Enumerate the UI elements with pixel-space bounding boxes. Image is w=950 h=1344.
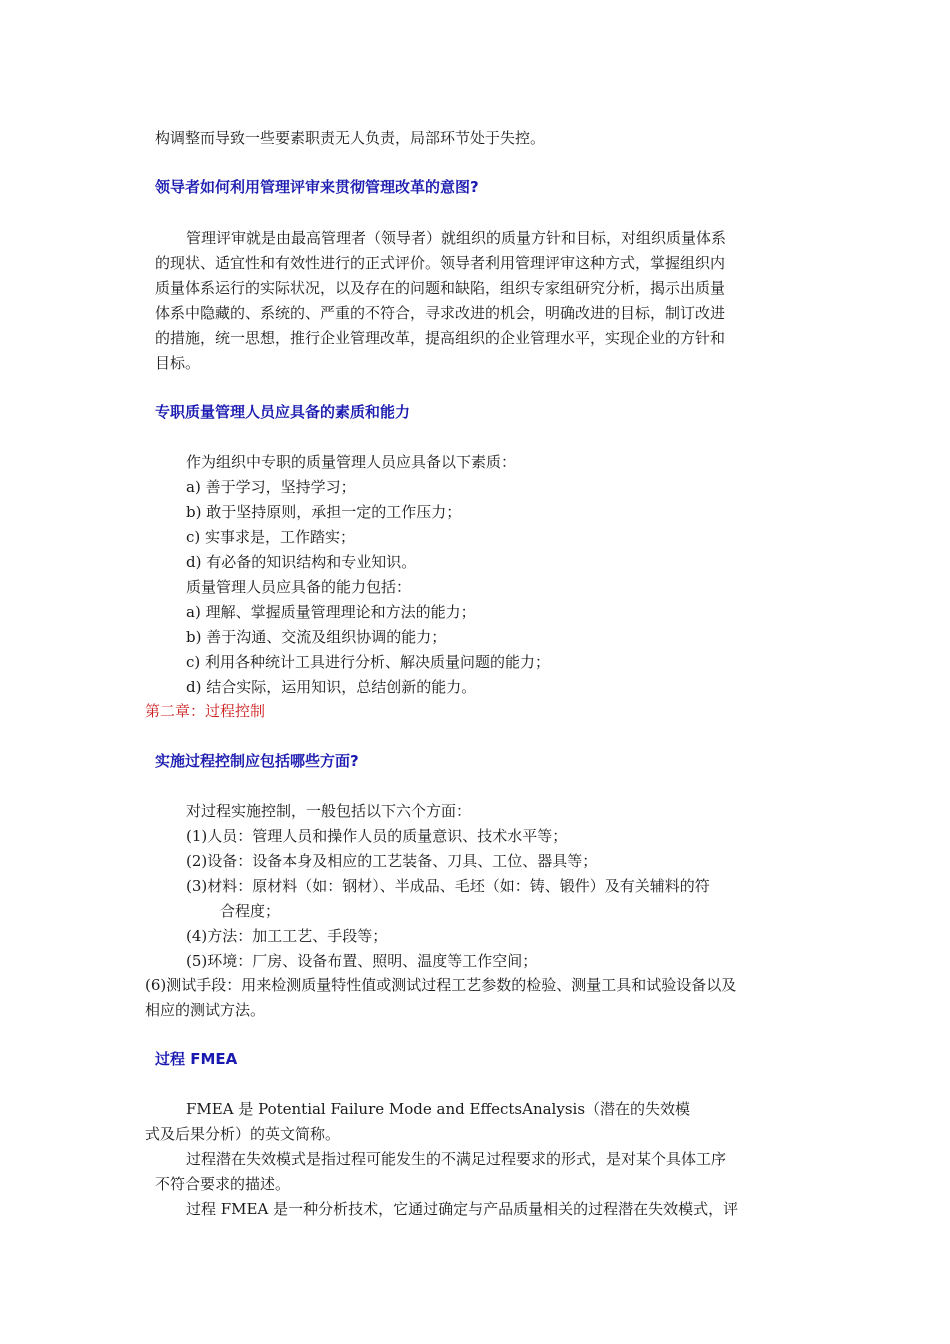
intro-tail-line: 构调整而导致一些要素职责无人负责，局部环节处于失控。 bbox=[155, 129, 546, 147]
paragraph-line: 式及后果分析）的英文简称。 bbox=[145, 1125, 341, 1143]
section-heading: 专职质量管理人员应具备的素质和能力 bbox=[155, 403, 411, 421]
list-intro: 对过程实施控制，一般包括以下六个方面： bbox=[186, 802, 472, 820]
paragraph-line: 目标。 bbox=[155, 354, 201, 372]
list-item: (1)人员：管理人员和操作人员的质量意识、技术水平等； bbox=[186, 827, 568, 845]
list-item: a) 理解、掌握质量管理理论和方法的能力； bbox=[186, 603, 476, 621]
paragraph-line: FMEA 是 Potential Failure Mode and EffectsAnalysis（潜在的失效模 bbox=[186, 1100, 691, 1118]
list-item: d) 有必备的知识结构和专业知识。 bbox=[186, 553, 417, 571]
list-item: a) 善于学习，坚持学习； bbox=[186, 478, 356, 496]
chapter-title: 第二章：过程控制 bbox=[145, 702, 266, 720]
list-item: (6)测试手段：用来检测质量特性值或测试过程工艺参数的检验、测量工具和试验设备以及 bbox=[145, 976, 737, 994]
paragraph-line: 的现状、适宜性和有效性进行的正式评价。领导者利用管理评审这种方式，掌握组织内 bbox=[155, 254, 726, 272]
list-item: b) 敢于坚持原则，承担一定的工作压力； bbox=[186, 503, 462, 521]
paragraph-line: 过程 FMEA 是一种分析技术，它通过确定与产品质量相关的过程潜在失效模式，评 bbox=[186, 1200, 739, 1218]
paragraph-line: 过程潜在失效模式是指过程可能发生的不满足过程要求的形式，是对某个具体工序 bbox=[186, 1150, 727, 1168]
list-item: (3)材料：原材料（如：钢材）、半成品、毛坯（如：铸、锻件）及有关辅料的符 bbox=[186, 877, 710, 895]
paragraph-line: 质量体系运行的实际状况，以及存在的问题和缺陷，组织专家组研究分析，揭示出质量 bbox=[155, 279, 726, 297]
list-item-continuation: 合程度； bbox=[220, 902, 281, 920]
list-item: c) 利用各种统计工具进行分析、解决质量问题的能力； bbox=[186, 653, 551, 671]
list-item: (5)环境：厂房、设备布置、照明、温度等工作空间； bbox=[186, 952, 538, 970]
list-intro: 作为组织中专职的质量管理人员应具备以下素质： bbox=[186, 453, 517, 471]
list-item: b) 善于沟通、交流及组织协调的能力； bbox=[186, 628, 447, 646]
list-item: (2)设备：设备本身及相应的工艺装备、刀具、工位、器具等； bbox=[186, 852, 598, 870]
list-item: (4)方法：加工工艺、手段等； bbox=[186, 927, 388, 945]
paragraph-line: 管理评审就是由最高管理者（领导者）就组织的质量方针和目标，对组织质量体系 bbox=[186, 229, 727, 247]
section-heading: 实施过程控制应包括哪些方面? bbox=[155, 752, 359, 770]
list-item: d) 结合实际，运用知识，总结创新的能力。 bbox=[186, 678, 477, 696]
list-item: c) 实事求是，工作踏实； bbox=[186, 528, 356, 546]
paragraph-line: 的措施，统一思想，推行企业管理改革，提高组织的企业管理水平，实现企业的方针和 bbox=[155, 329, 726, 347]
section-heading: 领导者如何利用管理评审来贯彻管理改革的意图? bbox=[155, 178, 479, 196]
list-item-continuation: 相应的测试方法。 bbox=[145, 1001, 266, 1019]
list-intro: 质量管理人员应具备的能力包括： bbox=[186, 578, 412, 596]
paragraph-line: 体系中隐藏的、系统的、严重的不符合，寻求改进的机会，明确改进的目标，制订改进 bbox=[155, 304, 726, 322]
paragraph-line: 不符合要求的描述。 bbox=[155, 1175, 291, 1193]
section-heading: 过程 FMEA bbox=[155, 1050, 238, 1068]
